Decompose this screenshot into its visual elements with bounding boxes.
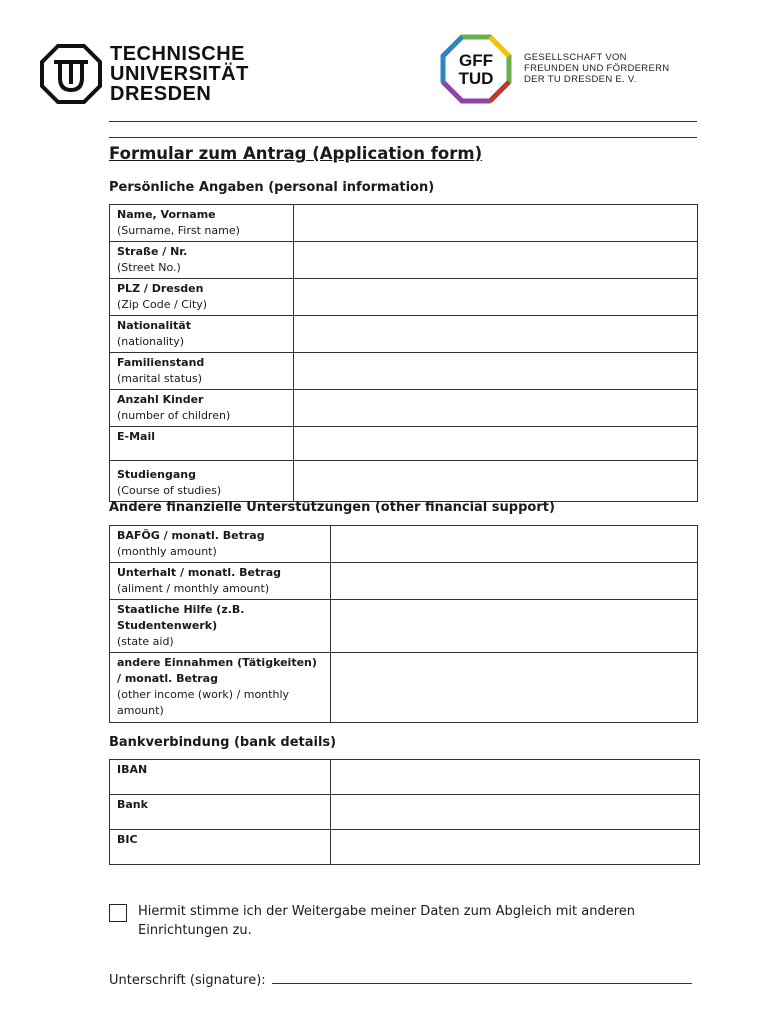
label-bank: Bank [110, 795, 331, 830]
bank-field[interactable] [331, 795, 700, 830]
table-row [110, 461, 698, 502]
header-divider-top [109, 121, 697, 122]
bafoeg-field[interactable] [331, 526, 698, 563]
gff-mark-line-2: TUD [458, 69, 494, 88]
gff-mark-line-1: GFF [459, 51, 493, 70]
other-income-field[interactable] [331, 653, 698, 723]
label-street: Straße / Nr. (Street No.) [110, 242, 294, 279]
table-row [110, 353, 698, 390]
label-iban: IBAN [110, 760, 331, 795]
table-row [110, 279, 698, 316]
table-row [110, 653, 698, 723]
state-aid-field[interactable] [331, 600, 698, 653]
iban-field[interactable] [331, 760, 700, 795]
table-row [110, 427, 698, 461]
bic-field[interactable] [331, 830, 700, 865]
table-row [110, 795, 700, 830]
bank-details-table [109, 759, 700, 865]
header-divider-bottom [109, 137, 697, 138]
label-nationality: Nationalität (nationality) [110, 316, 294, 353]
table-row [110, 242, 698, 279]
label-bic: BIC [110, 830, 331, 865]
label-course: Studiengang (Course of studies) [110, 461, 294, 502]
zip-city-field[interactable] [294, 279, 698, 316]
table-row [110, 760, 700, 795]
bank-details-heading: Bankverbindung (bank details) [109, 735, 337, 750]
signature-line[interactable] [272, 971, 692, 984]
label-marital-status: Familienstand (marital status) [110, 353, 294, 390]
table-row [110, 563, 698, 600]
table-row [110, 316, 698, 353]
gff-emblem-icon [440, 34, 512, 104]
label-other-income: andere Einnahmen (Tätigkeiten) / monatl. Betrag (other income (work) / monthly amount) [110, 653, 331, 723]
nationality-field[interactable] [294, 316, 698, 353]
consent-checkbox[interactable] [109, 904, 127, 922]
label-aliment: Unterhalt / monatl. Betrag (aliment / monthly amount) [110, 563, 331, 600]
tud-logo [40, 44, 260, 104]
table-row [110, 600, 698, 653]
form-title: Formular zum Antrag (Application form) [109, 144, 483, 163]
course-field[interactable] [294, 461, 698, 502]
financial-support-table [109, 525, 698, 723]
consent-text: Hiermit stimme ich der Weitergabe meiner Daten zum Abgleich mit anderen Einrichtungen zu. [138, 904, 636, 938]
label-children: Anzahl Kinder (number of children) [110, 390, 294, 427]
table-row [110, 526, 698, 563]
financial-support-heading: Andere finanzielle Unterstützungen (other financial support) [109, 500, 555, 515]
name-field[interactable] [294, 205, 698, 242]
gff-logo [440, 34, 700, 104]
table-row [110, 205, 698, 242]
signature-label: Unterschrift (signature): [109, 973, 266, 988]
tud-emblem-icon [40, 44, 102, 104]
aliment-field[interactable] [331, 563, 698, 600]
gff-logo-text: GESELLSCHAFT VON FREUNDEN UND FÖRDERERN DER TU DRESDEN E. V. [524, 52, 670, 85]
signature-row [109, 971, 692, 988]
email-field[interactable] [294, 427, 698, 461]
label-name: Name, Vorname (Surname, First name) [110, 205, 294, 242]
label-bafoeg: BAFÖG / monatl. Betrag (monthly amount) [110, 526, 331, 563]
table-row [110, 830, 700, 865]
children-field[interactable] [294, 390, 698, 427]
label-state-aid: Staatliche Hilfe (z.B. Studentenwerk) (state aid) [110, 600, 331, 653]
marital-status-field[interactable] [294, 353, 698, 390]
table-row [110, 390, 698, 427]
label-email: E-Mail [110, 427, 294, 461]
personal-info-table [109, 204, 698, 502]
label-zip-city: PLZ / Dresden (Zip Code / City) [110, 279, 294, 316]
personal-info-heading: Persönliche Angaben (personal information) [109, 180, 435, 195]
street-field[interactable] [294, 242, 698, 279]
tud-logo-wordmark: TECHNISCHE UNIVERSITÄT DRESDEN [110, 43, 249, 105]
